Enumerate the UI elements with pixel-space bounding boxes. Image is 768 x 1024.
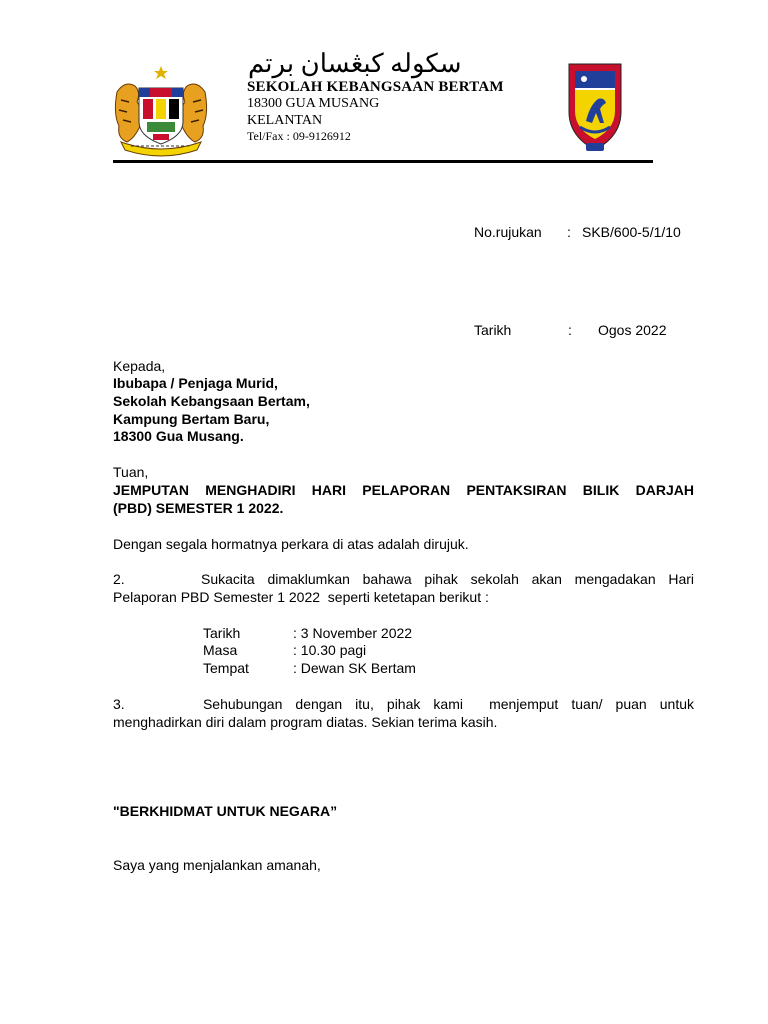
paragraph-2-line2: Pelaporan PBD Semester 1 2022 seperti ketetapan berikut : xyxy=(113,589,489,605)
motto: "BERKHIDMAT UNTUK NEGARA” xyxy=(113,803,338,819)
recipient-salutation: Kepada, xyxy=(113,358,166,374)
paragraph-2-line1: 2. Sukacita dimaklumkan bahawa pihak sekolah akan mengadakan Hari xyxy=(113,571,694,587)
recipient-line: Ibubapa / Penjaga Murid, xyxy=(113,375,278,391)
detail-value-time: : 10.30 pagi xyxy=(293,642,367,658)
header-divider xyxy=(113,160,653,163)
reference-separator: : xyxy=(567,224,571,240)
subject-line1: JEMPUTAN MENGHADIRI HARI PELAPORAN PENTAKSIRAN BILIK DARJAH xyxy=(113,482,694,498)
date-label: Tarikh xyxy=(474,322,512,338)
school-name-jawi: سكوله كبڠسان برتم xyxy=(248,49,462,78)
detail-value-date: : 3 November 2022 xyxy=(293,625,413,641)
detail-label-venue: Tempat xyxy=(203,660,249,676)
recipient-line: 18300 Gua Musang. xyxy=(113,428,244,444)
date-separator: : xyxy=(568,322,572,338)
recipient-line: Kampung Bertam Baru, xyxy=(113,411,270,427)
paragraph-1: Dengan segala hormatnya perkara di atas adalah dirujuk. xyxy=(113,536,469,552)
paragraph-3-line1: 3. Sehubungan dengan itu, pihak kami menjemput tuan/ puan untuk xyxy=(113,696,694,712)
greeting: Tuan, xyxy=(113,464,149,480)
subject-line2: (PBD) SEMESTER 1 2022. xyxy=(113,500,284,516)
school-name: SEKOLAH KEBANGSAAN BERTAM xyxy=(247,79,504,95)
school-badge-icon xyxy=(566,59,624,154)
school-address-line2: KELANTAN xyxy=(247,113,323,128)
date-value: Ogos 2022 xyxy=(598,322,667,338)
detail-value-venue: : Dewan SK Bertam xyxy=(293,660,416,676)
recipient-line: Sekolah Kebangsaan Bertam, xyxy=(113,393,310,409)
detail-label-time: Masa xyxy=(203,642,238,658)
school-address-line1: 18300 GUA MUSANG xyxy=(247,96,380,111)
reference-number: SKB/600-5/1/10 xyxy=(582,224,681,240)
reference-label: No.rujukan xyxy=(474,224,542,240)
closing-line: Saya yang menjalankan amanah, xyxy=(113,857,321,873)
malaysia-coat-of-arms-icon xyxy=(107,62,215,158)
detail-label-date: Tarikh xyxy=(203,625,241,641)
paragraph-3-line2: menghadirkan diri dalam program diatas. Sekian terima kasih. xyxy=(113,714,498,730)
school-telfax: Tel/Fax : 09-9126912 xyxy=(247,129,351,143)
